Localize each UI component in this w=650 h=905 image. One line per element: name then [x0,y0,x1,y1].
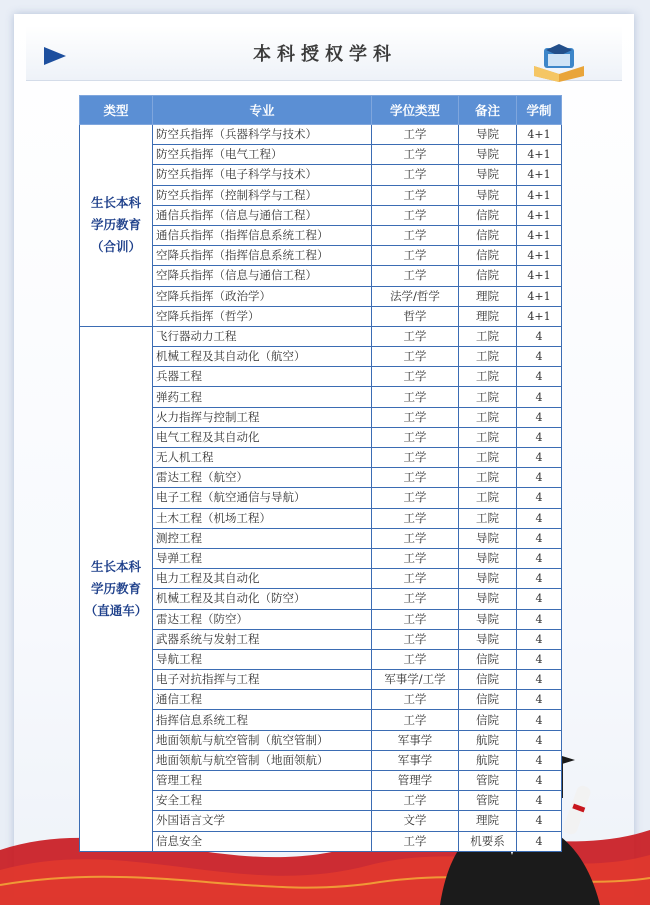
degree-cell: 工学 [372,347,459,367]
table-row [80,690,562,710]
note-cell: 工院 [459,427,517,447]
duration-cell: 4+1 [517,145,562,165]
degree-cell: 工学 [372,205,459,225]
note-cell: 信院 [459,670,517,690]
note-cell: 导院 [459,609,517,629]
note-cell: 机要系 [459,831,517,851]
degree-cell: 工学 [372,528,459,548]
degree-cell: 工学 [372,185,459,205]
category-cell [80,326,153,851]
degree-cell: 工学 [372,246,459,266]
major-cell: 空降兵指挥（政治学） [153,286,372,306]
duration-cell: 4 [517,508,562,528]
duration-cell: 4 [517,791,562,811]
table-row [80,670,562,690]
category-cell [80,125,153,327]
table-body [80,125,562,852]
major-cell: 通信兵指挥（信息与通信工程） [153,205,372,225]
table-row [80,427,562,447]
table-row [80,326,562,346]
book-icon [530,40,588,82]
duration-cell: 4+1 [517,205,562,225]
note-cell: 导院 [459,145,517,165]
major-cell: 导航工程 [153,649,372,669]
note-cell: 信院 [459,266,517,286]
table-row [80,367,562,387]
table-row [80,448,562,468]
degree-cell: 管理学 [372,771,459,791]
table-row [80,589,562,609]
note-cell: 理院 [459,811,517,831]
category-line: （直通车） [84,602,148,618]
degree-cell: 工学 [372,125,459,145]
note-cell: 导院 [459,569,517,589]
note-cell: 导院 [459,165,517,185]
table-row [80,387,562,407]
degree-cell: 工学 [372,649,459,669]
table-row [80,609,562,629]
table-row [80,347,562,367]
table-row [80,488,562,508]
major-cell: 信息安全 [153,831,372,851]
degree-cell: 工学 [372,791,459,811]
duration-cell: 4+1 [517,266,562,286]
degree-cell: 工学 [372,145,459,165]
degree-cell: 工学 [372,488,459,508]
table-row [80,407,562,427]
degree-cell: 军事学 [372,750,459,770]
major-cell: 无人机工程 [153,448,372,468]
note-cell: 导院 [459,548,517,568]
table-row [80,225,562,245]
major-cell: 土木工程（机场工程） [153,508,372,528]
category-line: 学历教育 [90,217,141,233]
major-cell: 导弹工程 [153,548,372,568]
note-cell: 管院 [459,791,517,811]
note-cell: 信院 [459,225,517,245]
duration-cell: 4+1 [517,125,562,145]
table-row [80,125,562,145]
duration-cell: 4+1 [517,185,562,205]
note-cell: 工院 [459,508,517,528]
table-row [80,205,562,225]
degree-cell: 工学 [372,407,459,427]
category-line: 生长本科 [90,195,141,211]
note-cell: 工院 [459,448,517,468]
major-cell: 地面领航与航空管制（航空管制） [153,730,372,750]
category-line: 学历教育 [90,580,141,596]
note-cell: 航院 [459,730,517,750]
duration-cell: 4 [517,468,562,488]
table-row [80,649,562,669]
table-row [80,771,562,791]
header-type: 类型 [80,96,153,125]
table-row [80,145,562,165]
duration-cell: 4 [517,609,562,629]
major-cell: 飞行器动力工程 [153,326,372,346]
degree-cell: 工学 [372,326,459,346]
degree-cell: 工学 [372,609,459,629]
table-row [80,508,562,528]
major-cell: 防空兵指挥（电子科学与技术） [153,165,372,185]
duration-cell: 4 [517,407,562,427]
note-cell: 导院 [459,528,517,548]
major-cell: 机械工程及其自动化（防空） [153,589,372,609]
duration-cell: 4 [517,448,562,468]
table-row [80,569,562,589]
note-cell: 信院 [459,649,517,669]
major-cell: 安全工程 [153,791,372,811]
degree-cell: 军事学 [372,730,459,750]
duration-cell: 4+1 [517,286,562,306]
major-cell: 防空兵指挥（兵器科学与技术） [153,125,372,145]
table-row [80,791,562,811]
major-cell: 防空兵指挥（控制科学与工程） [153,185,372,205]
degree-cell: 法学/哲学 [372,286,459,306]
page-title: 本科授权学科 [253,44,397,65]
degree-cell: 工学 [372,387,459,407]
note-cell: 导院 [459,185,517,205]
major-cell: 弹药工程 [153,387,372,407]
major-cell: 通信工程 [153,690,372,710]
duration-cell: 4 [517,427,562,447]
major-cell: 火力指挥与控制工程 [153,407,372,427]
major-cell: 电子对抗指挥与工程 [153,670,372,690]
duration-cell: 4 [517,690,562,710]
note-cell: 导院 [459,589,517,609]
note-cell: 理院 [459,286,517,306]
header-duration: 学制 [517,96,562,125]
duration-cell: 4 [517,569,562,589]
major-cell: 电力工程及其自动化 [153,569,372,589]
degree-cell: 工学 [372,468,459,488]
major-cell: 指挥信息系统工程 [153,710,372,730]
table-row [80,468,562,488]
note-cell: 管院 [459,771,517,791]
note-cell: 信院 [459,690,517,710]
major-cell: 电子工程（航空通信与导航） [153,488,372,508]
duration-cell: 4+1 [517,306,562,326]
degree-cell: 工学 [372,367,459,387]
note-cell: 导院 [459,125,517,145]
degree-cell: 文学 [372,811,459,831]
header-degree: 学位类型 [372,96,459,125]
category-line: 生长本科 [90,558,141,574]
header-note: 备注 [459,96,517,125]
degree-cell: 工学 [372,266,459,286]
table-row [80,730,562,750]
note-cell: 工院 [459,347,517,367]
degree-cell: 哲学 [372,306,459,326]
duration-cell: 4 [517,730,562,750]
duration-cell: 4 [517,387,562,407]
duration-cell: 4 [517,670,562,690]
major-cell: 通信兵指挥（指挥信息系统工程） [153,225,372,245]
duration-cell: 4 [517,589,562,609]
table-row [80,286,562,306]
major-cell: 武器系统与发射工程 [153,629,372,649]
duration-cell: 4 [517,347,562,367]
table-row [80,831,562,851]
note-cell: 工院 [459,468,517,488]
table-row [80,750,562,770]
duration-cell: 4 [517,710,562,730]
duration-cell: 4 [517,750,562,770]
duration-cell: 4 [517,649,562,669]
note-cell: 导院 [459,629,517,649]
header-major: 专业 [153,96,372,125]
duration-cell: 4+1 [517,165,562,185]
major-cell: 防空兵指挥（电气工程） [153,145,372,165]
major-cell: 空降兵指挥（哲学） [153,306,372,326]
table-row [80,629,562,649]
major-cell: 地面领航与航空管制（地面领航） [153,750,372,770]
degree-cell: 工学 [372,629,459,649]
duration-cell: 4 [517,326,562,346]
major-cell: 测控工程 [153,528,372,548]
note-cell: 工院 [459,326,517,346]
degree-cell: 工学 [372,569,459,589]
degree-cell: 工学 [372,710,459,730]
duration-cell: 4 [517,367,562,387]
degree-cell: 工学 [372,589,459,609]
degree-cell: 工学 [372,548,459,568]
major-cell: 机械工程及其自动化（航空） [153,347,372,367]
duration-cell: 4+1 [517,246,562,266]
major-cell: 雷达工程（航空） [153,468,372,488]
table-row [80,306,562,326]
degree-cell: 工学 [372,690,459,710]
duration-cell: 4+1 [517,225,562,245]
duration-cell: 4 [517,771,562,791]
duration-cell: 4 [517,528,562,548]
degree-cell: 工学 [372,225,459,245]
major-cell: 雷达工程（防空） [153,609,372,629]
table-row [80,710,562,730]
note-cell: 工院 [459,367,517,387]
degree-cell: 工学 [372,508,459,528]
degree-cell: 军事学/工学 [372,670,459,690]
degree-cell: 工学 [372,448,459,468]
duration-cell: 4 [517,488,562,508]
duration-cell: 4 [517,811,562,831]
table-row [80,246,562,266]
table-row [80,266,562,286]
note-cell: 理院 [459,306,517,326]
degree-cell: 工学 [372,831,459,851]
note-cell: 信院 [459,710,517,730]
note-cell: 工院 [459,407,517,427]
note-cell: 工院 [459,387,517,407]
degree-cell: 工学 [372,427,459,447]
degree-cell: 工学 [372,165,459,185]
note-cell: 工院 [459,488,517,508]
major-cell: 空降兵指挥（信息与通信工程） [153,266,372,286]
category-line: （合训） [90,239,141,255]
note-cell: 信院 [459,205,517,225]
major-cell: 外国语言文学 [153,811,372,831]
major-cell: 电气工程及其自动化 [153,427,372,447]
note-cell: 信院 [459,246,517,266]
table-row [80,165,562,185]
duration-cell: 4 [517,629,562,649]
major-cell: 管理工程 [153,771,372,791]
table-row [80,185,562,205]
discipline-table-wrapper [79,95,561,852]
table-row [80,811,562,831]
note-cell: 航院 [459,750,517,770]
discipline-table [79,95,562,852]
table-row [80,528,562,548]
major-cell: 兵器工程 [153,367,372,387]
table-header-row [80,96,562,125]
duration-cell: 4 [517,548,562,568]
table-row [80,548,562,568]
major-cell: 空降兵指挥（指挥信息系统工程） [153,246,372,266]
duration-cell: 4 [517,831,562,851]
